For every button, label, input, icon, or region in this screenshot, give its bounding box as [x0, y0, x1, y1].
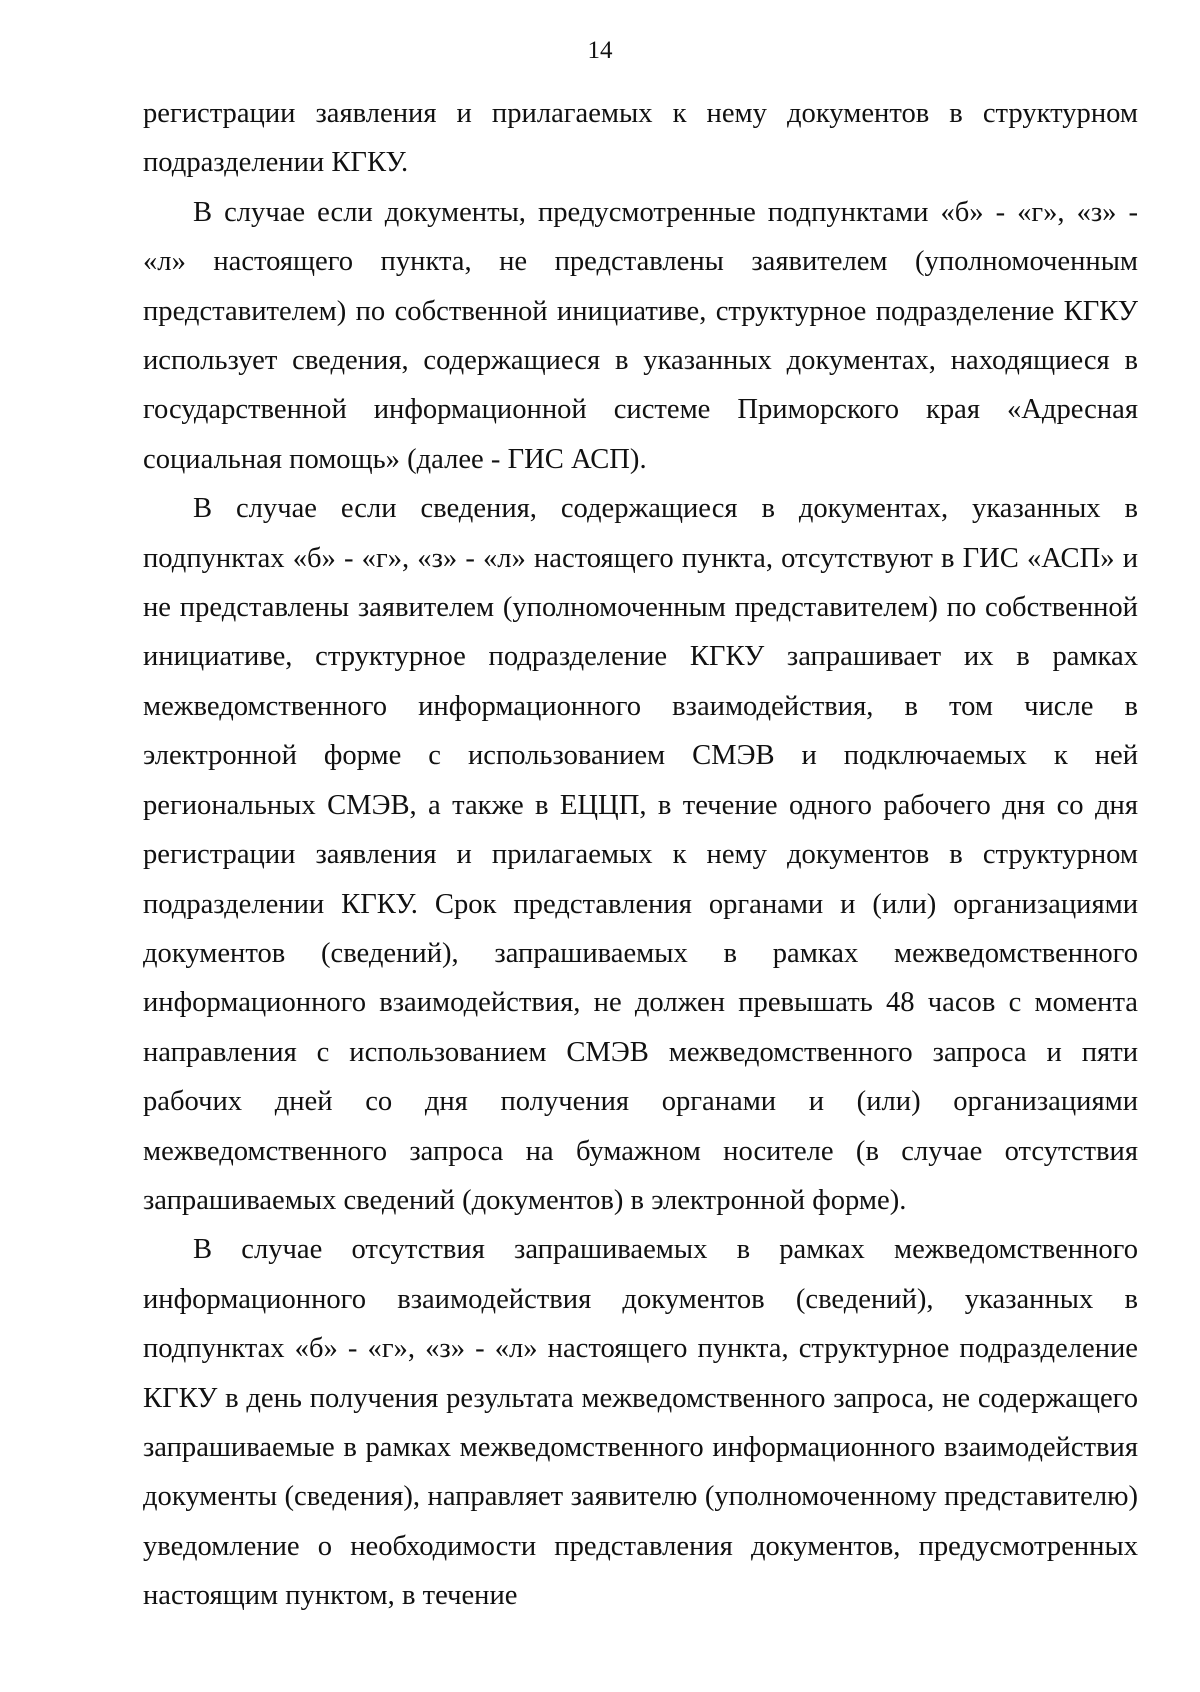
paragraph: регистрации заявления и прилагаемых к нему документов в структурном подразделении КГКУ.	[143, 98, 1138, 179]
paragraph: В случае если документы, предусмотренные подпунктами «б» - «г», «з» - «л» настоящего пункта, не представлены заявителем (уполномоченным представителем) по собственной инициативе, структурное подразделение КГКУ использует сведения, содержащиеся в указанных документах, находящиеся в государственной информационной системе Приморского края «Адресная социальная помощь» (далее - ГИС АСП).	[143, 196, 1138, 475]
document-body	[143, 89, 1138, 1621]
page-number: 14	[587, 37, 613, 64]
paragraph: В случае отсутствия запрашиваемых в рамках межведомственного информационного взаимодействия документов (сведений), указанных в подпунктах «б» - «г», «з» - «л» настоящего пункта, структурное подразделение КГКУ в день получения результата межведомственного запроса, не содержащего запрашиваемые в рамках межведомственного информационного взаимодействия документы (сведения), направляет заявителю (уполномоченному представителю) уведомление о необходимости представления документов, предусмотренных настоящим пунктом, в течение	[143, 1234, 1138, 1612]
paragraph: В случае если сведения, содержащиеся в документах, указанных в подпунктах «б» - «г», «з» - «л» настоящего пункта, отсутствуют в ГИС «АСП» и не представлены заявителем (уполномоченным представителем) по собственной инициативе, структурное подразделение КГКУ запрашивает их в рамках межведомственного информационного взаимодействия, в том числе в электронной форме с использованием СМЭВ и подключаемых к ней региональных СМЭВ, а также в ЕЦЦП, в течение одного рабочего дня со дня регистрации заявления и прилагаемых к нему документов в структурном подразделении КГКУ. Срок представления органами и (или) организациями документов (сведений), запрашиваемых в рамках межведомственного информационного взаимодействия, не должен превышать 48 часов с момента направления с использованием СМЭВ межведомственного запроса и пяти рабочих дней со дня получения органами и (или) организациями межведомственного запроса на бумажном носителе (в случае отсутствия запрашиваемых сведений (документов) в электронной форме).	[143, 493, 1138, 1216]
